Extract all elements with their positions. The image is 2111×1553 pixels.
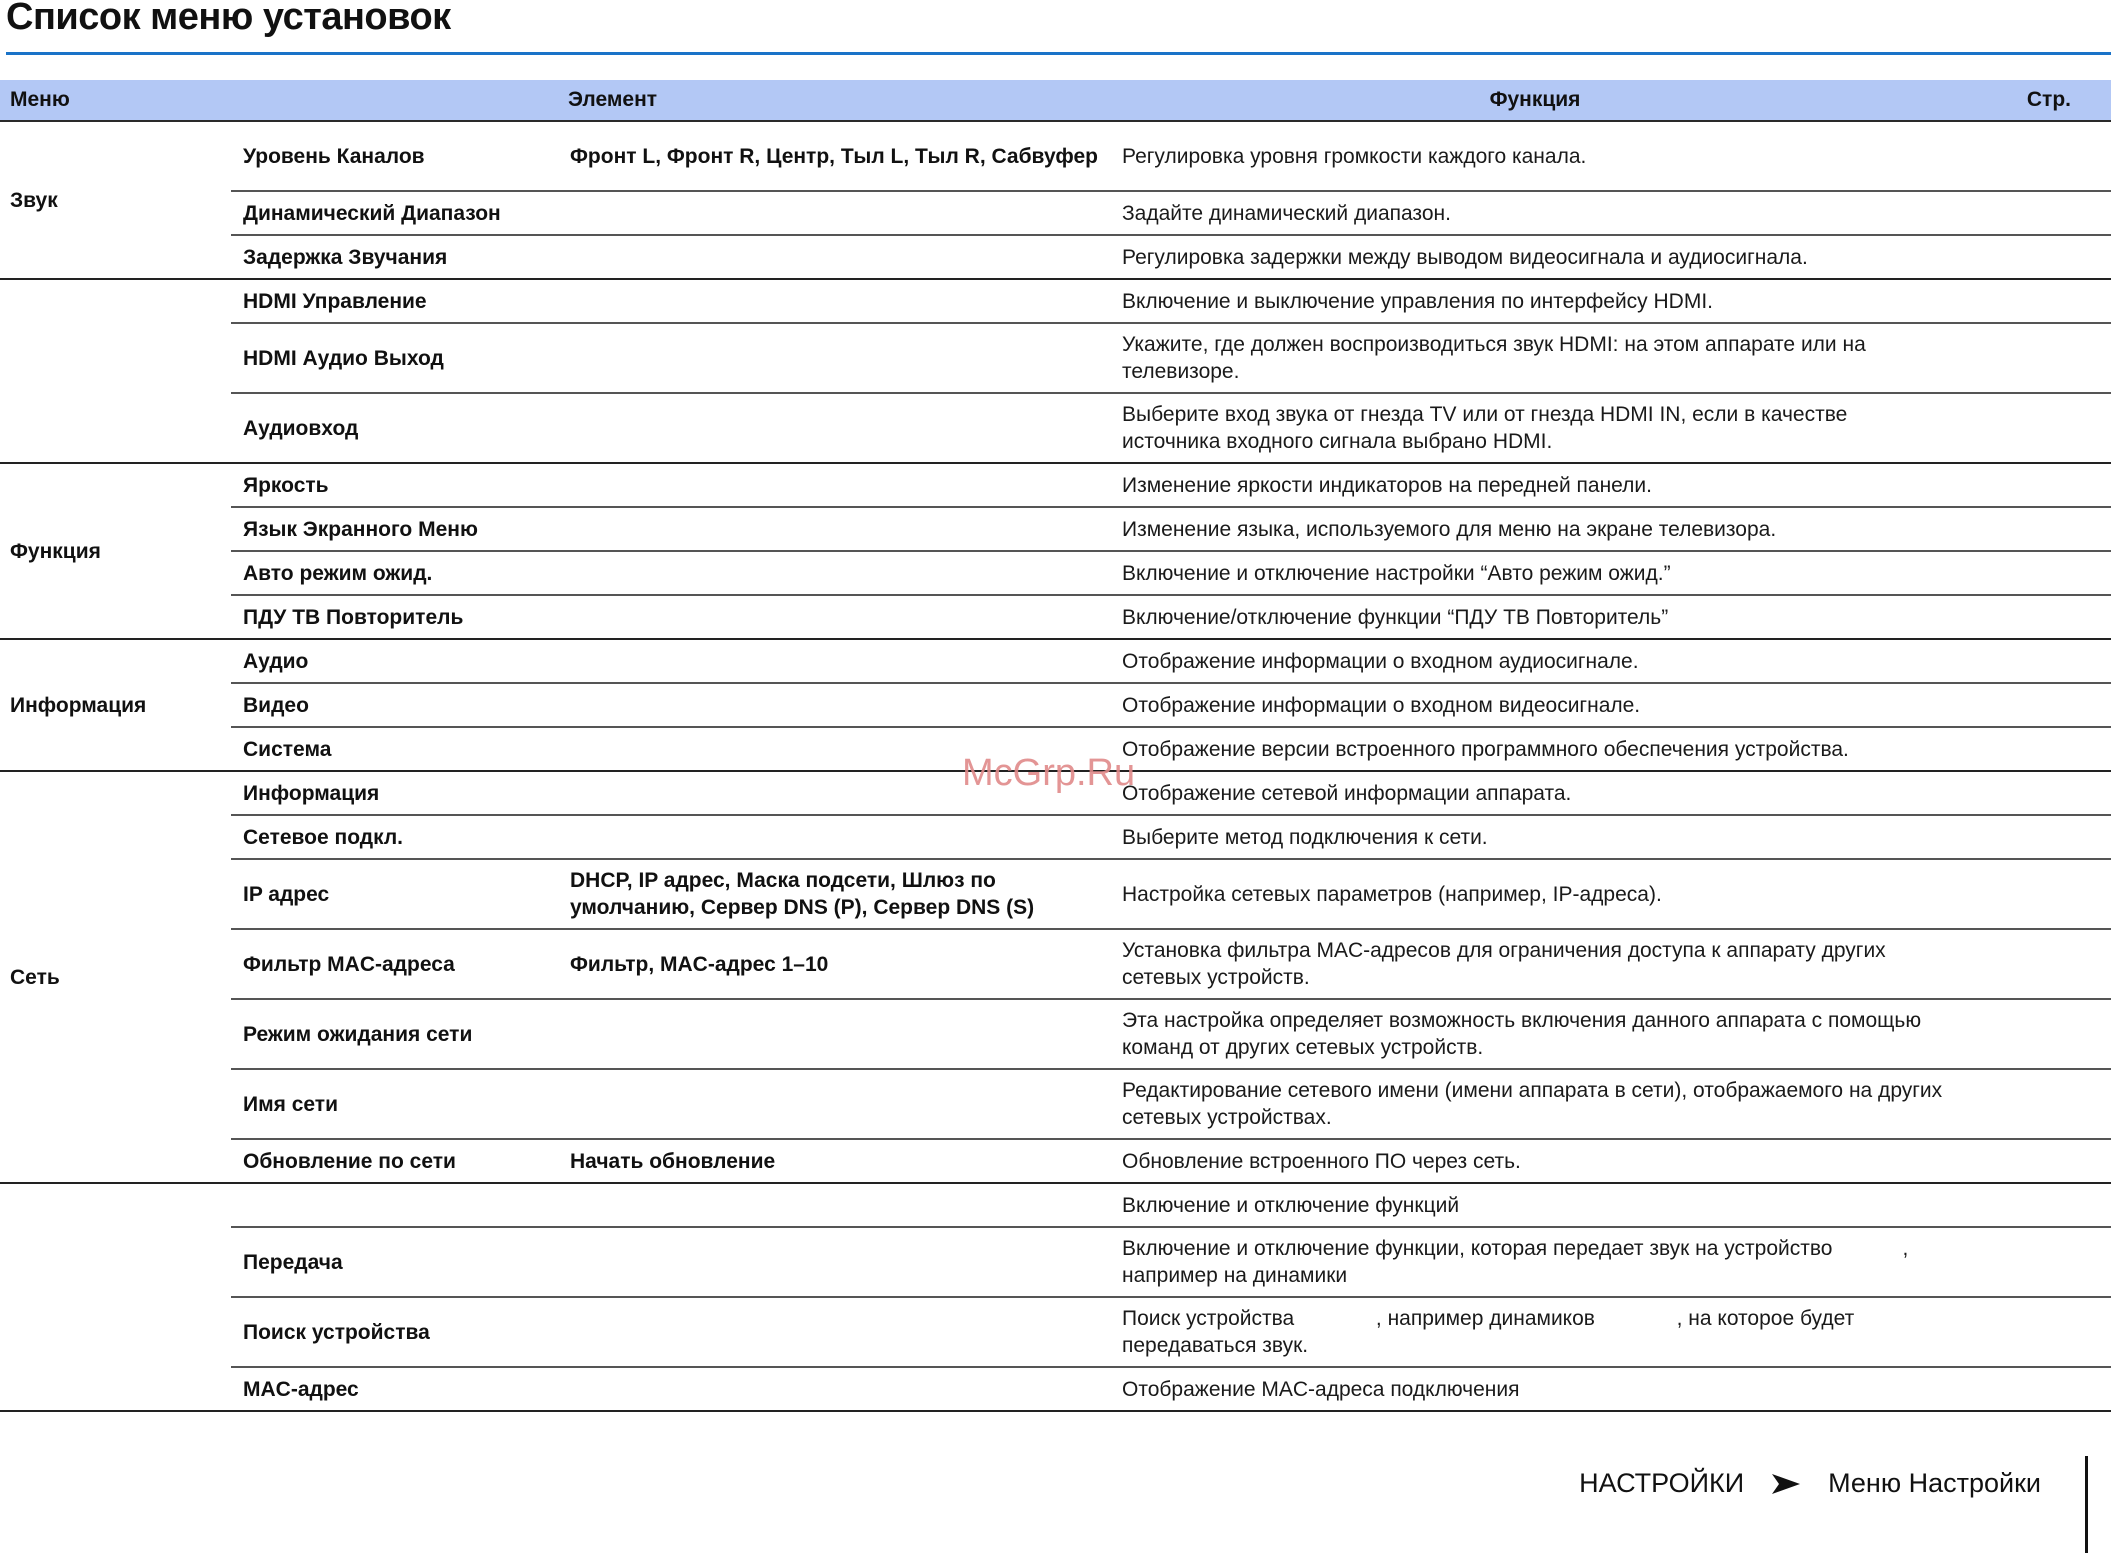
element-label bbox=[558, 999, 1110, 1069]
menu-group-wireless bbox=[0, 1183, 231, 1411]
element-label bbox=[558, 463, 1110, 507]
table-row bbox=[0, 1367, 2111, 1411]
table-row bbox=[0, 235, 2111, 279]
item-label bbox=[231, 1183, 558, 1227]
page-ref bbox=[1960, 1297, 2111, 1367]
element-label: DHCP, IP адрес, Маска подсети, Шлюз по умолчанию, Сервер DNS (P), Сервер DNS (S) bbox=[558, 859, 1110, 929]
element-label bbox=[558, 323, 1110, 393]
table-row bbox=[0, 639, 2111, 683]
table-row bbox=[0, 999, 2111, 1069]
function-text: Отображение версии встроенного программного обеспечения устройства. bbox=[1110, 727, 1960, 771]
element-label bbox=[558, 551, 1110, 595]
watermark: McGrp.Ru bbox=[962, 752, 1136, 794]
item-label: Сетевое подкл. bbox=[231, 815, 558, 859]
page-ref bbox=[1960, 1183, 2111, 1227]
element-label bbox=[558, 683, 1110, 727]
function-text: Включение и отключение настройки “Авто режим ожид.” bbox=[1110, 551, 1960, 595]
page-ref bbox=[1960, 191, 2111, 235]
page-ref bbox=[1960, 1139, 2111, 1183]
page-title: Список меню установок bbox=[6, 0, 451, 38]
element-label bbox=[558, 1227, 1110, 1297]
menu-group-information: Информация bbox=[0, 639, 231, 771]
element-label bbox=[558, 393, 1110, 463]
table-row bbox=[0, 929, 2111, 999]
element-label bbox=[558, 1297, 1110, 1367]
function-text: Отображение информации о входном видеосигнале. bbox=[1110, 683, 1960, 727]
function-text: Поиск устройства , например динамиков , на которое будет передаваться звук. bbox=[1110, 1297, 1960, 1367]
table-row bbox=[0, 595, 2111, 639]
table-row bbox=[0, 1183, 2111, 1227]
element-label bbox=[558, 507, 1110, 551]
page-ref bbox=[1960, 929, 2111, 999]
item-label: Аудио bbox=[231, 639, 558, 683]
function-text: Отображение сетевой информации аппарата. bbox=[1110, 771, 1960, 815]
footer-section-link[interactable]: НАСТРОЙКИ bbox=[1579, 1468, 1745, 1498]
table-row bbox=[0, 1069, 2111, 1139]
element-label bbox=[558, 815, 1110, 859]
page-ref bbox=[1960, 1227, 2111, 1297]
table-row bbox=[0, 279, 2111, 323]
table-row bbox=[0, 1227, 2111, 1297]
header-item bbox=[231, 80, 558, 121]
header-menu: Меню bbox=[0, 80, 231, 121]
page-ref bbox=[1960, 1069, 2111, 1139]
element-label: Фильтр, MAC-адрес 1–10 bbox=[558, 929, 1110, 999]
header-page: Стр. bbox=[1960, 80, 2111, 121]
item-label: ПДУ ТВ Повторитель bbox=[231, 595, 558, 639]
table-header-row bbox=[0, 80, 2111, 121]
item-label: Задержка Звучания bbox=[231, 235, 558, 279]
item-label: Язык Экранного Меню bbox=[231, 507, 558, 551]
settings-menu-table bbox=[0, 80, 2111, 1412]
page-ref bbox=[1960, 815, 2111, 859]
function-text: Регулировка уровня громкости каждого канала. bbox=[1110, 121, 1960, 191]
function-text: Эта настройка определяет возможность включения данного аппарата с помощью команд от других сетевых устройств. bbox=[1110, 999, 1960, 1069]
page-ref bbox=[1960, 463, 2111, 507]
menu-group-sound: Звук bbox=[0, 121, 231, 279]
arrow-right-icon bbox=[1770, 1471, 1802, 1497]
function-text: Задайте динамический диапазон. bbox=[1110, 191, 1960, 235]
function-text: Регулировка задержки между выводом видеосигнала и аудиосигнала. bbox=[1110, 235, 1960, 279]
element-label: Начать обновление bbox=[558, 1139, 1110, 1183]
item-label: Передача bbox=[231, 1227, 558, 1297]
element-label: Фронт L, Фронт R, Центр, Тыл L, Тыл R, Сабвуфер bbox=[558, 121, 1110, 191]
footer-breadcrumb bbox=[1579, 1468, 2041, 1499]
table-row bbox=[0, 1139, 2111, 1183]
item-label: Уровень Каналов bbox=[231, 121, 558, 191]
table-row bbox=[0, 859, 2111, 929]
item-label: Информация bbox=[231, 771, 558, 815]
item-label: HDMI Управление bbox=[231, 279, 558, 323]
page-edge-bar bbox=[2085, 1456, 2088, 1553]
table-row bbox=[0, 551, 2111, 595]
element-label bbox=[558, 235, 1110, 279]
item-label: Фильтр MAC-адреса bbox=[231, 929, 558, 999]
element-label bbox=[558, 279, 1110, 323]
page-ref bbox=[1960, 393, 2111, 463]
item-label: Динамический Диапазон bbox=[231, 191, 558, 235]
item-label: HDMI Аудио Выход bbox=[231, 323, 558, 393]
table-row bbox=[0, 683, 2111, 727]
function-text: Включение и отключение функций bbox=[1110, 1183, 1960, 1227]
page-ref bbox=[1960, 551, 2111, 595]
item-label: Обновление по сети bbox=[231, 1139, 558, 1183]
page-ref bbox=[1960, 727, 2111, 771]
table-row bbox=[0, 121, 2111, 191]
function-text: Установка фильтра MAC-адресов для ограничения доступа к аппарату других сетевых устройств. bbox=[1110, 929, 1960, 999]
page-ref bbox=[1960, 771, 2111, 815]
function-text: Выберите метод подключения к сети. bbox=[1110, 815, 1960, 859]
menu-group-hdmi bbox=[0, 279, 231, 463]
element-label bbox=[558, 1069, 1110, 1139]
title-rule bbox=[6, 52, 2111, 55]
page-ref bbox=[1960, 121, 2111, 191]
table-row bbox=[0, 323, 2111, 393]
function-text: Изменение языка, используемого для меню на экране телевизора. bbox=[1110, 507, 1960, 551]
item-label: Аудиовход bbox=[231, 393, 558, 463]
function-text: Редактирование сетевого имени (имени аппарата в сети), отображаемого на других сетевых устройствах. bbox=[1110, 1069, 1960, 1139]
function-text: Включение/отключение функции “ПДУ ТВ Повторитель” bbox=[1110, 595, 1960, 639]
table-row bbox=[0, 1297, 2111, 1367]
footer-page-link[interactable]: Меню Настройки bbox=[1828, 1468, 2041, 1498]
item-label: MAC-адрес bbox=[231, 1367, 558, 1411]
element-label bbox=[558, 1367, 1110, 1411]
menu-group-function: Функция bbox=[0, 463, 231, 639]
page-ref bbox=[1960, 595, 2111, 639]
item-label: Яркость bbox=[231, 463, 558, 507]
element-label bbox=[558, 595, 1110, 639]
item-label: Видео bbox=[231, 683, 558, 727]
function-text: Включение и выключение управления по интерфейсу HDMI. bbox=[1110, 279, 1960, 323]
page-ref bbox=[1960, 279, 2111, 323]
item-label: Поиск устройства bbox=[231, 1297, 558, 1367]
function-text: Настройка сетевых параметров (например, IP-адреса). bbox=[1110, 859, 1960, 929]
table-row bbox=[0, 393, 2111, 463]
function-text: Изменение яркости индикаторов на передней панели. bbox=[1110, 463, 1960, 507]
page-ref bbox=[1960, 859, 2111, 929]
function-text: Отображение информации о входном аудиосигнале. bbox=[1110, 639, 1960, 683]
page-ref bbox=[1960, 683, 2111, 727]
header-element: Элемент bbox=[558, 80, 1110, 121]
function-text: Обновление встроенного ПО через сеть. bbox=[1110, 1139, 1960, 1183]
table-row bbox=[0, 507, 2111, 551]
page-ref bbox=[1960, 999, 2111, 1069]
page-ref bbox=[1960, 323, 2111, 393]
item-label: Режим ожидания сети bbox=[231, 999, 558, 1069]
item-label: Имя сети bbox=[231, 1069, 558, 1139]
element-label bbox=[558, 1183, 1110, 1227]
element-label bbox=[558, 191, 1110, 235]
function-text: Укажите, где должен воспроизводиться звук HDMI: на этом аппарате или на телевизоре. bbox=[1110, 323, 1960, 393]
item-label: Система bbox=[231, 727, 558, 771]
item-label: Авто режим ожид. bbox=[231, 551, 558, 595]
menu-group-network: Сеть bbox=[0, 771, 231, 1183]
page-ref bbox=[1960, 507, 2111, 551]
item-label: IP адрес bbox=[231, 859, 558, 929]
function-text: Отображение MAC-адреса подключения bbox=[1110, 1367, 1960, 1411]
function-text: Включение и отключение функции, которая передает звук на устройство , например на динамики bbox=[1110, 1227, 1960, 1297]
element-label bbox=[558, 639, 1110, 683]
page-ref bbox=[1960, 235, 2111, 279]
header-function: Функция bbox=[1110, 80, 1960, 121]
page-ref bbox=[1960, 639, 2111, 683]
page-ref bbox=[1960, 1367, 2111, 1411]
table-row bbox=[0, 191, 2111, 235]
function-text: Выберите вход звука от гнезда TV или от гнезда HDMI IN, если в качестве источника входного сигнала выбрано HDMI. bbox=[1110, 393, 1960, 463]
table-row bbox=[0, 463, 2111, 507]
table-row bbox=[0, 815, 2111, 859]
